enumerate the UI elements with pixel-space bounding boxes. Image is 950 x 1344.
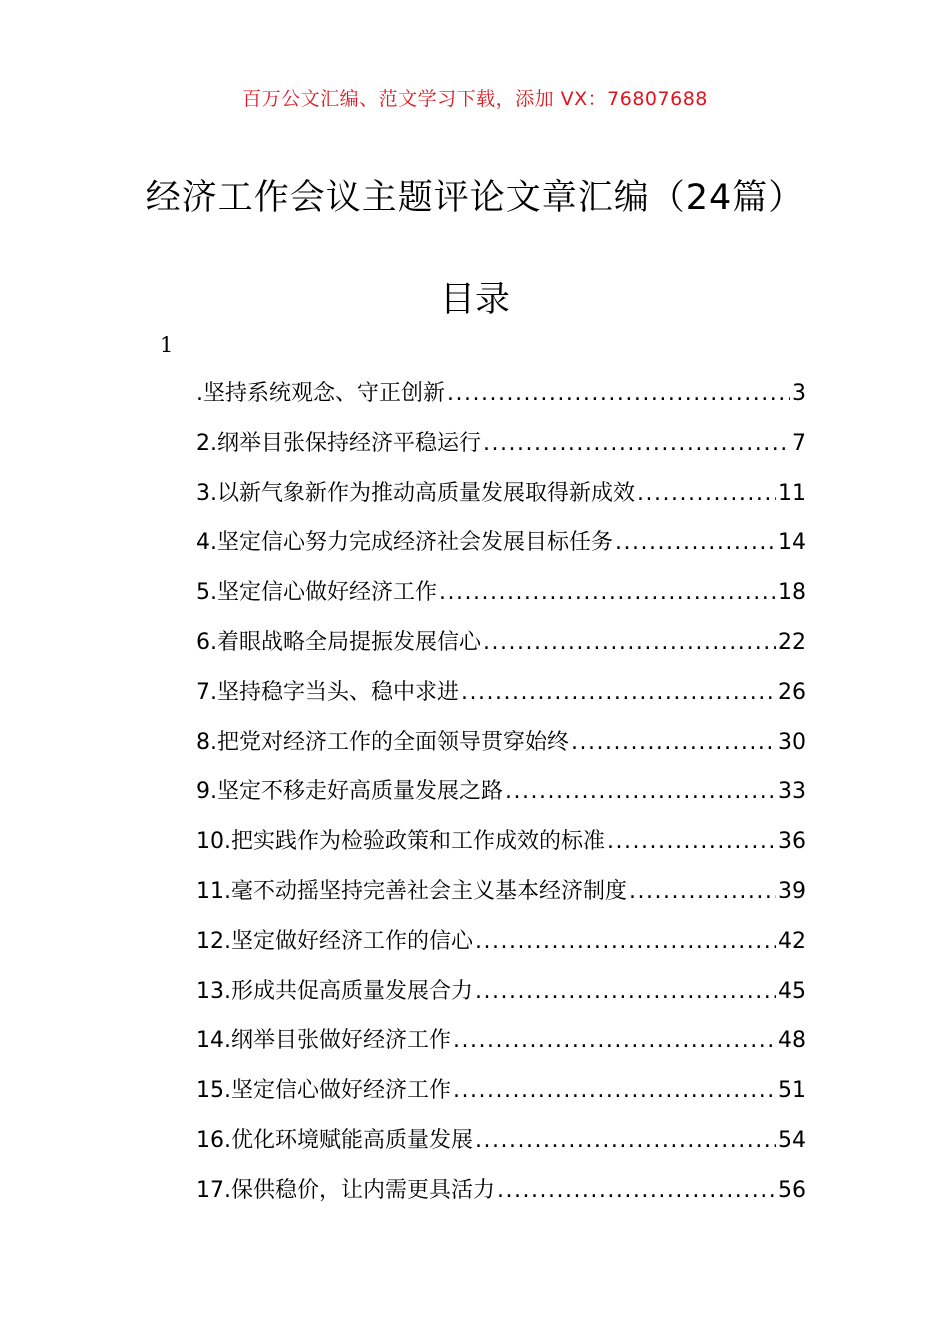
toc-entry-page: 33: [778, 779, 806, 805]
toc-entry-page: 42: [778, 928, 806, 954]
toc-entry-page: 7: [792, 430, 806, 456]
toc-entry-title: 10.把实践作为检验政策和工作成效的标准: [196, 829, 605, 855]
toc-leader-dots: [483, 630, 776, 655]
toc-entry-title: 7.坚持稳字当头、稳中求进: [196, 679, 459, 705]
toc-entry-title: .坚持系统观念、守正创新: [196, 381, 445, 406]
toc-entry-title: 8.把党对经济工作的全面领导贯穿始终: [196, 729, 569, 755]
toc-entry-page: 56: [778, 1177, 806, 1203]
toc-leader-dots: [483, 431, 790, 456]
toc-leader-dots: [453, 1028, 776, 1053]
toc-entry-page: 22: [778, 629, 806, 655]
toc-leader-dots: [615, 530, 776, 555]
toc-entry-title: 13.形成共促高质量发展合力: [196, 978, 473, 1004]
toc-leader-dots: [607, 829, 776, 854]
toc-entry[interactable]: [196, 874, 806, 924]
toc-entry[interactable]: [196, 476, 806, 526]
toc-leader-dots: [475, 979, 776, 1004]
toc-entry[interactable]: [196, 1173, 806, 1223]
toc-leader-dots: [629, 879, 776, 904]
toc-list: [196, 376, 806, 1223]
toc-entry[interactable]: [196, 575, 806, 625]
toc-leader-dots: [505, 779, 776, 804]
toc-heading: 目录: [439, 280, 510, 320]
toc-leader-dots: [475, 929, 776, 954]
toc-leader-dots: [439, 580, 776, 605]
toc-entry-title: 9.坚定不移走好高质量发展之路: [196, 779, 503, 805]
toc-leader-dots: [475, 1128, 776, 1153]
toc-entry[interactable]: [196, 1073, 806, 1123]
document-title: 经济工作会议主题评论文章汇编（24篇）: [145, 178, 805, 218]
toc-entry[interactable]: [196, 824, 806, 874]
toc-entry[interactable]: [196, 376, 806, 426]
toc-leader-dots: [497, 1178, 776, 1203]
toc-entry-title: 2.纲举目张保持经济平稳运行: [196, 430, 481, 456]
toc-entry-page: 26: [778, 679, 806, 705]
toc-entry-page: 3: [792, 381, 806, 406]
toc-leader-dots: [461, 680, 776, 705]
toc-entry-title: 14.纲举目张做好经济工作: [196, 1028, 451, 1054]
toc-entry-title: 17.保供稳价，让内需更具活力: [196, 1177, 495, 1203]
toc-entry[interactable]: [196, 625, 806, 675]
toc-leader-dots: [453, 1078, 776, 1103]
toc-entry[interactable]: [196, 525, 806, 575]
toc-entry[interactable]: [196, 974, 806, 1024]
toc-leader-dots: [447, 381, 790, 406]
toc-entry-page: 30: [778, 729, 806, 755]
watermark-note: 百万公文汇编、范文学习下载，添加 VX：76807688: [242, 88, 708, 110]
toc-entry[interactable]: [196, 426, 806, 476]
toc-entry-title: 5.坚定信心做好经济工作: [196, 580, 437, 606]
toc-entry[interactable]: [196, 1023, 806, 1073]
toc-leader-dots: [571, 730, 776, 755]
toc-entry-page: 11: [778, 480, 806, 506]
toc-entry-page: 45: [778, 978, 806, 1004]
toc-entry-page: 48: [778, 1028, 806, 1054]
toc-entry-title: 16.优化环境赋能高质量发展: [196, 1127, 473, 1153]
toc-section-number: 1: [160, 333, 174, 357]
toc-leader-dots: [637, 481, 776, 506]
toc-entry-title: 11.毫不动摇坚持完善社会主义基本经济制度: [196, 878, 627, 904]
toc-entry[interactable]: [196, 725, 806, 775]
toc-entry-title: 12.坚定做好经济工作的信心: [196, 928, 473, 954]
toc-entry[interactable]: [196, 675, 806, 725]
toc-entry-page: 18: [778, 580, 806, 606]
toc-entry-title: 15.坚定信心做好经济工作: [196, 1078, 451, 1104]
toc-entry[interactable]: [196, 774, 806, 824]
toc-entry-page: 54: [778, 1127, 806, 1153]
toc-entry-page: 14: [778, 530, 806, 556]
toc-entry-title: 3.以新气象新作为推动高质量发展取得新成效: [196, 480, 635, 506]
toc-entry-page: 51: [778, 1078, 806, 1104]
toc-entry-page: 36: [778, 829, 806, 855]
toc-entry-page: 39: [778, 878, 806, 904]
toc-entry[interactable]: [196, 924, 806, 974]
toc-entry-title: 4.坚定信心努力完成经济社会发展目标任务: [196, 530, 613, 556]
toc-entry[interactable]: [196, 1123, 806, 1173]
toc-entry-title: 6.着眼战略全局提振发展信心: [196, 629, 481, 655]
